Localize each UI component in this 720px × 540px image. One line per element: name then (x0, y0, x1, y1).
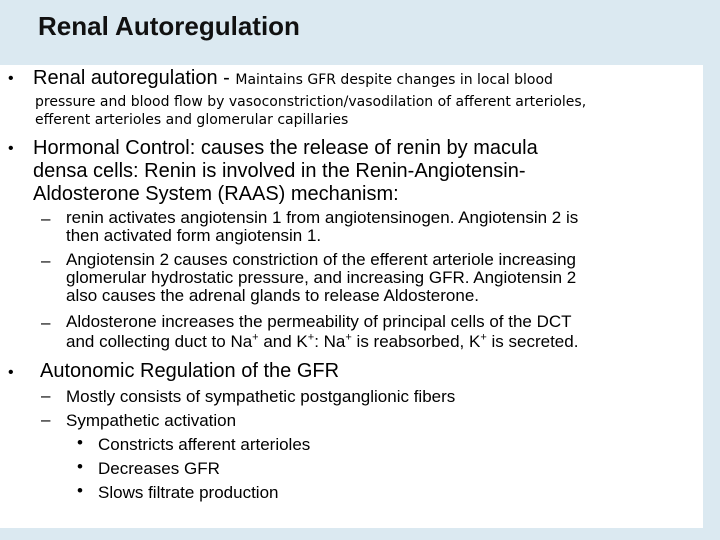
sub-dash: – (41, 251, 51, 270)
bullet-hormonal-line2: densa cells: Renin is involved in the Renin-Angiotensin- (33, 160, 526, 182)
subsub-decreases: Decreases GFR (98, 459, 220, 478)
bullet-hormonal-line1: Hormonal Control: causes the release of renin by macula (33, 137, 538, 159)
superscript: + (345, 331, 352, 344)
superscript: + (480, 331, 487, 344)
sub-dash: – (41, 410, 51, 429)
sub-renin-line2: then activated form angiotensin 1. (66, 226, 322, 245)
bullet-marker: • (8, 140, 14, 157)
sub-sympathetic-fibers: Mostly consists of sympathetic postganglionic fibers (66, 387, 456, 406)
subsub-constricts: Constricts afferent arterioles (98, 435, 311, 454)
bullet-hormonal-line3: Aldosterone System (RAAS) mechanism: (33, 183, 399, 205)
sub-sympathetic-activation: Sympathetic activation (66, 411, 237, 430)
sub-angiotensin-line3: also causes the adrenal glands to release Aldosterone. (66, 286, 479, 305)
text-run: is secreted. (486, 332, 579, 351)
sub-dash: – (41, 209, 51, 228)
bullet-lead: Renal autoregulation - (33, 67, 236, 89)
sub-renin-line1: renin activates angiotensin 1 from angiotensinogen. Angiotensin 2 is (66, 208, 579, 227)
sub-dash: – (41, 386, 51, 405)
text-run: and collecting duct to Na (66, 332, 253, 351)
sub-angiotensin-line1: Angiotensin 2 causes constriction of the efferent arteriole increasing (66, 250, 576, 269)
subsub-marker: • (77, 433, 83, 452)
subsub-marker: • (77, 481, 83, 500)
text-run: : Na (314, 332, 346, 351)
sub-aldosterone-line2 (66, 333, 578, 351)
superscript: + (252, 331, 259, 344)
bullet-autonomic: Autonomic Regulation of the GFR (40, 360, 340, 382)
subsub-marker: • (77, 457, 83, 476)
bullet-marker: • (8, 70, 14, 87)
sub-aldosterone-line1: Aldosterone increases the permeability of principal cells of the DCT (66, 312, 572, 331)
bullet-marker: • (8, 364, 14, 381)
superscript: + (307, 331, 315, 344)
bullet-renal-autoregulation (33, 67, 553, 92)
bullet-renal-line2: pressure and blood flow by vasoconstriction/vasodilation of afferent arterioles, (35, 94, 587, 110)
slide-title: Renal Autoregulation (38, 11, 300, 41)
text-run: and K (258, 332, 308, 351)
bullet-rest: Maintains GFR despite changes in local blood (235, 72, 553, 88)
subsub-slows: Slows filtrate production (98, 483, 279, 502)
text-run: is reabsorbed, K (351, 332, 481, 351)
sub-angiotensin-line2: glomerular hydrostatic pressure, and increasing GFR. Angiotensin 2 (66, 268, 577, 287)
sub-dash: – (41, 313, 51, 332)
bullet-renal-line3: efferent arterioles and glomerular capillaries (35, 112, 349, 128)
